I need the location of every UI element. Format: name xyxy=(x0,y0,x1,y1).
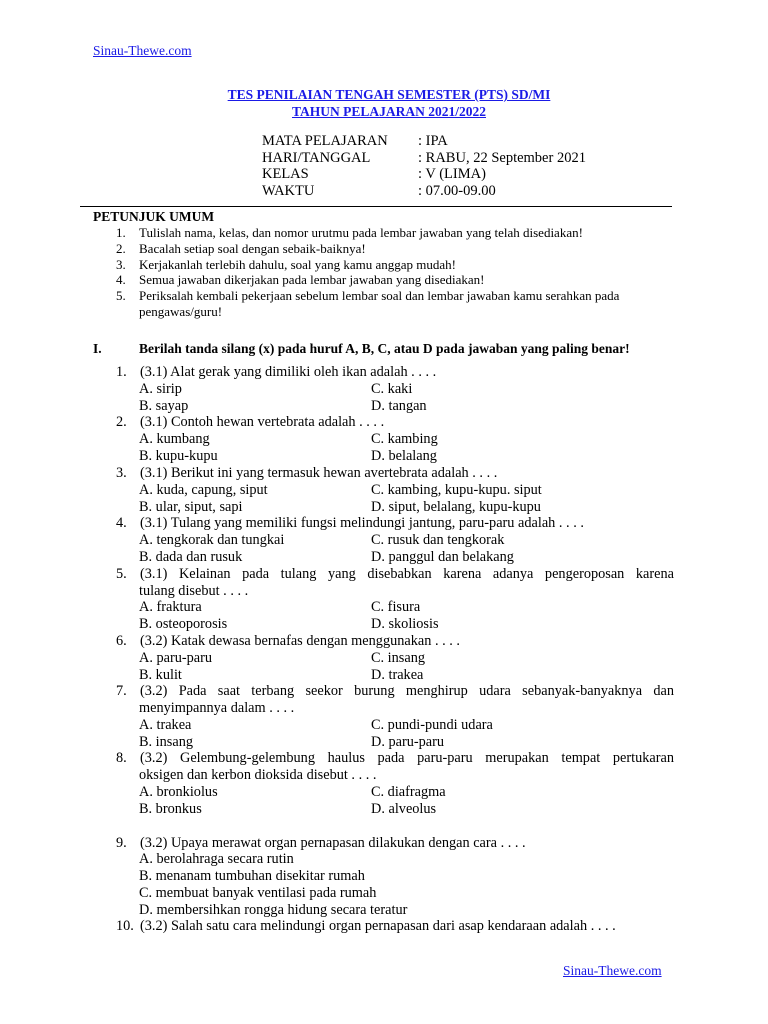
option-a: A. tengkorak dan tungkai xyxy=(139,532,285,548)
section-instruction: Berilah tanda silang (x) pada huruf A, B, C, atau D pada jawaban yang paling benar! xyxy=(139,341,630,356)
option-b: B. menanam tumbuhan disekitar rumah xyxy=(139,868,365,884)
option-d: D. trakea xyxy=(371,667,424,683)
option-c: C. kaki xyxy=(371,381,413,397)
meta-row-subject: MATA PELAJARAN : IPA xyxy=(262,133,448,149)
exam-year-title: TAHUN PELAJARAN 2021/2022 xyxy=(291,104,486,119)
option-c: C. kambing, kupu-kupu. siput xyxy=(371,482,542,498)
header-website-link[interactable]: Sinau-Thewe.com xyxy=(93,43,192,58)
option-b: B. bronkus xyxy=(139,801,202,817)
header-divider xyxy=(80,206,672,207)
option-b: B. sayap xyxy=(139,398,189,414)
instruction-item: 1. Tulislah nama, kelas, dan nomor urutmu pada lembar jawaban yang telah disediakan! xyxy=(116,225,583,240)
option-c: C. membuat banyak ventilasi pada rumah xyxy=(139,885,377,901)
instruction-item-continuation: pengawas/guru! xyxy=(139,304,223,319)
instruction-item: 3. Kerjakanlah terlebih dahulu, soal yang kamu anggap mudah! xyxy=(116,257,456,272)
option-a: A. bronkiolus xyxy=(139,784,218,800)
meta-row-date: HARI/TANGGAL : RABU, 22 September 2021 xyxy=(262,149,586,166)
option-d: D. membersihkan rongga hidung secara teratur xyxy=(139,902,408,918)
option-c: C. pundi-pundi udara xyxy=(371,717,493,733)
option-b: B. ular, siput, sapi xyxy=(139,499,243,515)
option-a: A. sirip xyxy=(139,381,182,397)
option-d: D. paru-paru xyxy=(371,734,445,750)
option-b: B. insang xyxy=(139,734,194,750)
option-d: D. siput, belalang, kupu-kupu xyxy=(371,499,541,515)
option-b: B. dada dan rusuk xyxy=(139,549,243,565)
option-a: A. fraktura xyxy=(139,599,202,615)
instructions-heading: PETUNJUK UMUM xyxy=(93,209,215,224)
option-c: C. diafragma xyxy=(371,784,446,800)
instruction-item: 5. Periksalah kembali pekerjaan sebelum lembar soal dan lembar jawaban kamu serahkan pada xyxy=(116,288,620,303)
option-a: A. kumbang xyxy=(139,431,210,447)
option-c: C. kambing xyxy=(371,431,438,447)
instruction-item: 4. Semua jawaban dikerjakan pada lembar jawaban yang disediakan! xyxy=(116,272,485,287)
option-b: B. osteoporosis xyxy=(139,616,228,632)
option-c: C. fisura xyxy=(371,599,421,615)
question-7-continuation: menyimpannya dalam . . . . xyxy=(139,700,295,716)
instruction-item: 2. Bacalah setiap soal dengan sebaik-baiknya! xyxy=(116,241,366,256)
option-a: A. berolahraga secara rutin xyxy=(139,851,294,867)
option-d: D. skoliosis xyxy=(371,616,439,632)
option-a: A. kuda, capung, siput xyxy=(139,482,268,498)
footer-website-link[interactable]: Sinau-Thewe.com xyxy=(563,963,662,978)
section-number: I. xyxy=(93,341,102,356)
option-b: B. kulit xyxy=(139,667,182,683)
option-d: D. tangan xyxy=(371,398,427,414)
question-8-continuation: oksigen dan kerbon dioksida disebut . . . . xyxy=(139,767,377,783)
option-c: C. insang xyxy=(371,650,426,666)
option-a: A. paru-paru xyxy=(139,650,213,666)
question-5-continuation: tulang disebut . . . . xyxy=(139,583,249,599)
option-d: D. alveolus xyxy=(371,801,437,817)
meta-row-class: KELAS : V (LIMA) xyxy=(262,166,486,182)
option-d: D. panggul dan belakang xyxy=(371,549,514,565)
option-b: B. kupu-kupu xyxy=(139,448,218,464)
option-c: C. rusuk dan tengkorak xyxy=(371,532,505,548)
option-a: A. trakea xyxy=(139,717,192,733)
exam-title: TES PENILAIAN TENGAH SEMESTER (PTS) SD/MI xyxy=(227,87,551,102)
option-d: D. belalang xyxy=(371,448,437,464)
meta-row-time: WAKTU : 07.00-09.00 xyxy=(262,182,496,199)
